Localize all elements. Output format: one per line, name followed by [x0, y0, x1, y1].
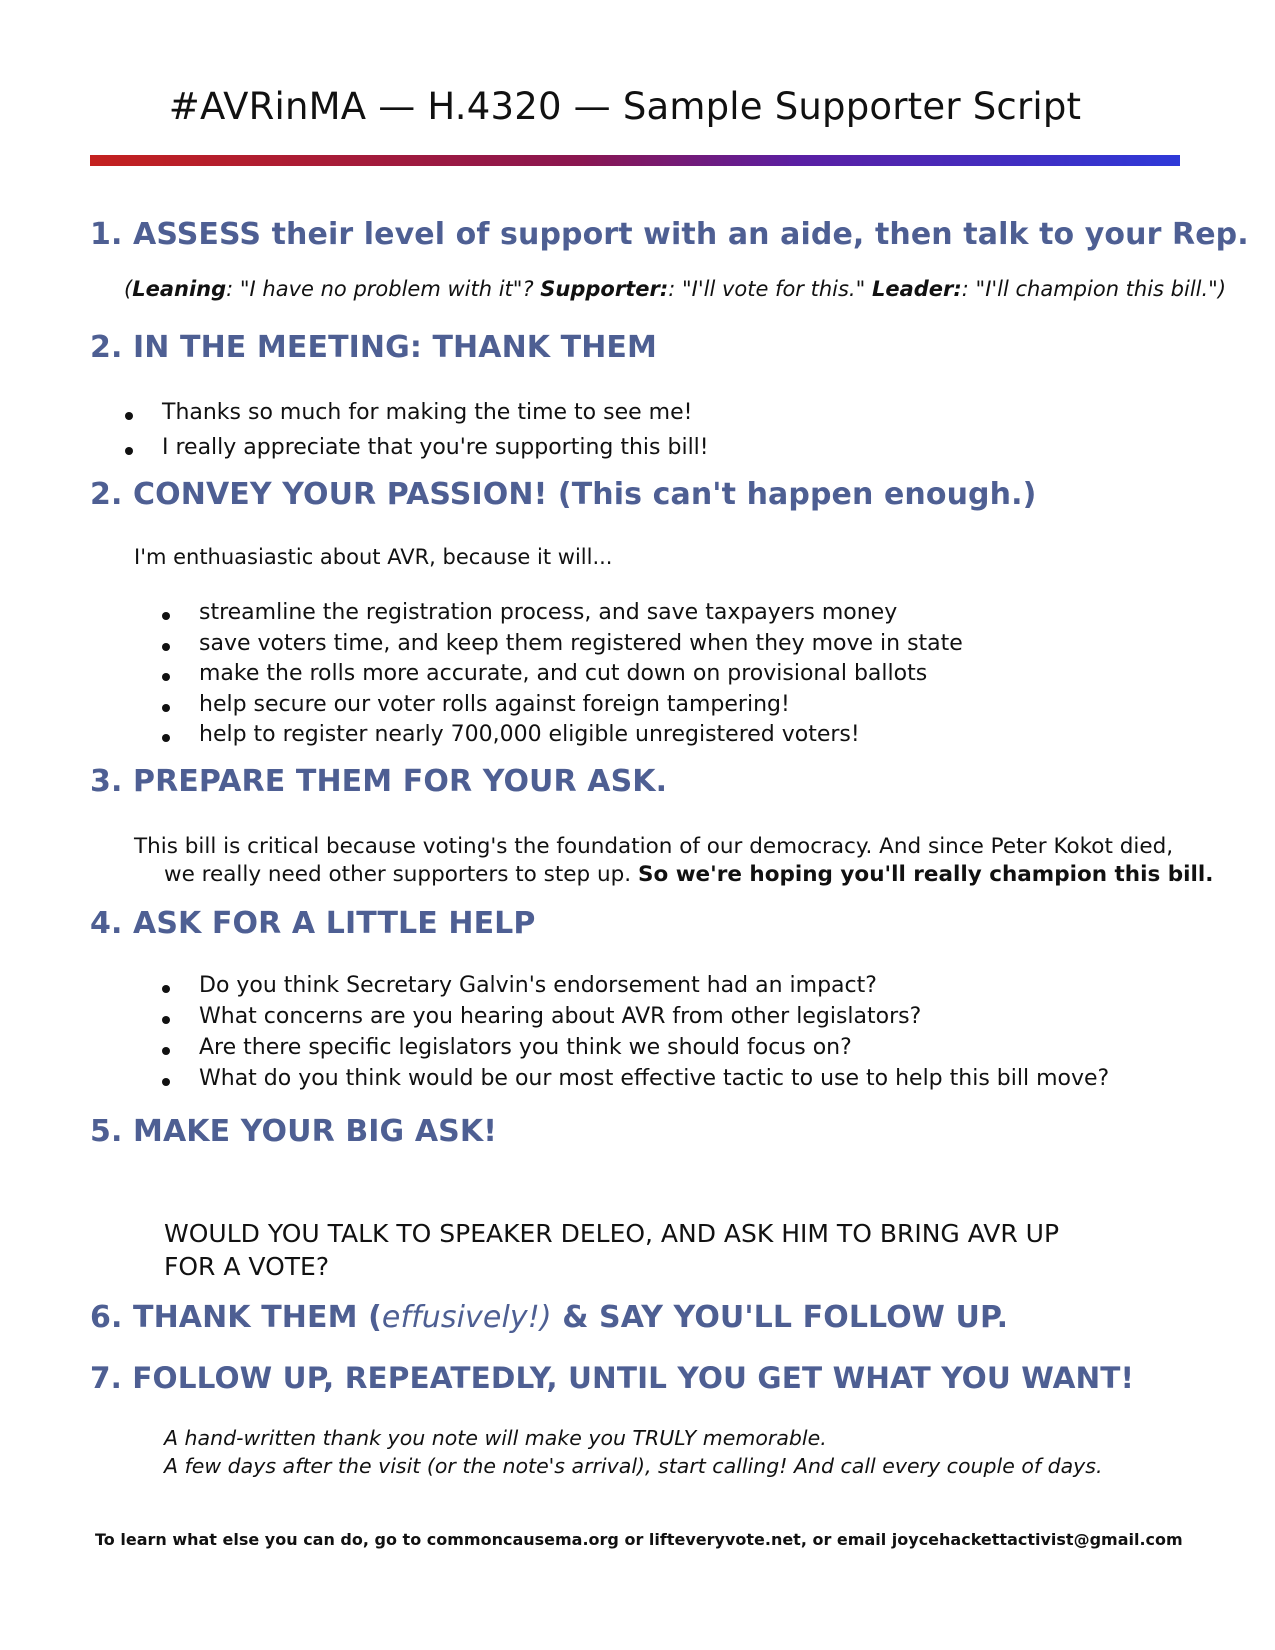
bullet-icon	[162, 673, 170, 681]
bullet-icon	[125, 412, 133, 420]
list-item: Do you think Secretary Galvin's endorsement had an impact?	[199, 973, 1109, 1004]
list-item: make the rolls more accurate, and cut down on provisional ballots	[199, 661, 963, 692]
list-item: What concerns are you hearing about AVR from other legislators?	[199, 1004, 1109, 1035]
follow-up-note-2: A few days after the visit (or the note's arrival), start calling! And call every couple of days.	[164, 1454, 1103, 1478]
list-item: Thanks so much for making the time to see me!	[162, 400, 709, 435]
bullet-icon	[162, 985, 170, 993]
section-6-heading: 6. THANK THEM (effusively!) & SAY YOU'LL FOLLOW UP.	[90, 1300, 1009, 1335]
prepare-text-line-1: This bill is critical because voting's the foundation of our democracy. And since Peter Kokot died,	[134, 834, 1174, 859]
page-title: #AVRinMA — H.4320 — Sample Supporter Script	[168, 85, 1082, 128]
supporter-label: Supporter:	[540, 277, 669, 301]
section-4-heading: 4. ASK FOR A LITTLE HELP	[90, 906, 536, 941]
section-3-heading: 3. PREPARE THEM FOR YOUR ASK.	[90, 764, 668, 799]
list-item: I really appreciate that you're supporting this bill!	[162, 435, 709, 470]
bullet-icon	[162, 704, 170, 712]
bullet-icon	[162, 1047, 170, 1055]
help-questions-list	[199, 973, 1109, 1097]
bullet-icon	[125, 447, 133, 455]
list-item: streamline the registration process, and save taxpayers money	[199, 600, 963, 631]
list-item: What do you think would be our most effective tactic to use to help this bill move?	[199, 1066, 1109, 1097]
passion-list	[199, 600, 963, 753]
follow-up-note-1: A hand-written thank you note will make you TRULY memorable.	[164, 1426, 827, 1450]
prepare-text-line-2: we really need other supporters to step up. So we're hoping you'll really champion this bill.	[164, 862, 1214, 887]
support-levels-legend: (Leaning: "I have no problem with it"? Supporter:: "I'll vote for this." Leader:: "I'll champion this bill.")	[124, 277, 1227, 301]
champion-ask: So we're hoping you'll really champion this bill.	[637, 862, 1214, 887]
leader-label: Leader:	[871, 277, 962, 301]
section-5-heading: 5. MAKE YOUR BIG ASK!	[90, 1114, 497, 1149]
section-7-heading: 7. FOLLOW UP, REPEATEDLY, UNTIL YOU GET WHAT YOU WANT!	[90, 1361, 1135, 1395]
bullet-icon	[162, 643, 170, 651]
list-item: save voters time, and keep them registered when they move in state	[199, 631, 963, 662]
bullet-icon	[162, 1078, 170, 1086]
list-item: help to register nearly 700,000 eligible unregistered voters!	[199, 722, 963, 753]
effusively-emphasis: effusively!)	[381, 1300, 552, 1335]
passion-intro: I'm enthuasiastic about AVR, because it will...	[134, 545, 613, 569]
bullet-icon	[162, 612, 170, 620]
section-1-heading: 1. ASSESS their level of support with an aide, then talk to your Rep.	[90, 217, 1249, 252]
big-ask-text: WOULD YOU TALK TO SPEAKER DELEO, AND ASK HIM TO BRING AVR UP FOR A VOTE?	[164, 1219, 1060, 1281]
bullet-icon	[162, 734, 170, 742]
leaning-label: Leaning	[132, 277, 227, 301]
footer-contact: To learn what else you can do, go to commoncausema.org or lifteveryvote.net, or email joycehackettactivist@gmail.com	[95, 1530, 1183, 1549]
thank-them-list	[162, 400, 709, 470]
section-2-heading: 2. IN THE MEETING: THANK THEM	[90, 330, 657, 365]
bullet-icon	[162, 1016, 170, 1024]
list-item: Are there specific legislators you think we should focus on?	[199, 1035, 1109, 1066]
list-item: help secure our voter rolls against foreign tampering!	[199, 692, 963, 723]
section-passion-heading: 2. CONVEY YOUR PASSION! (This can't happen enough.)	[90, 477, 1037, 512]
title-gradient-bar	[90, 155, 1180, 166]
